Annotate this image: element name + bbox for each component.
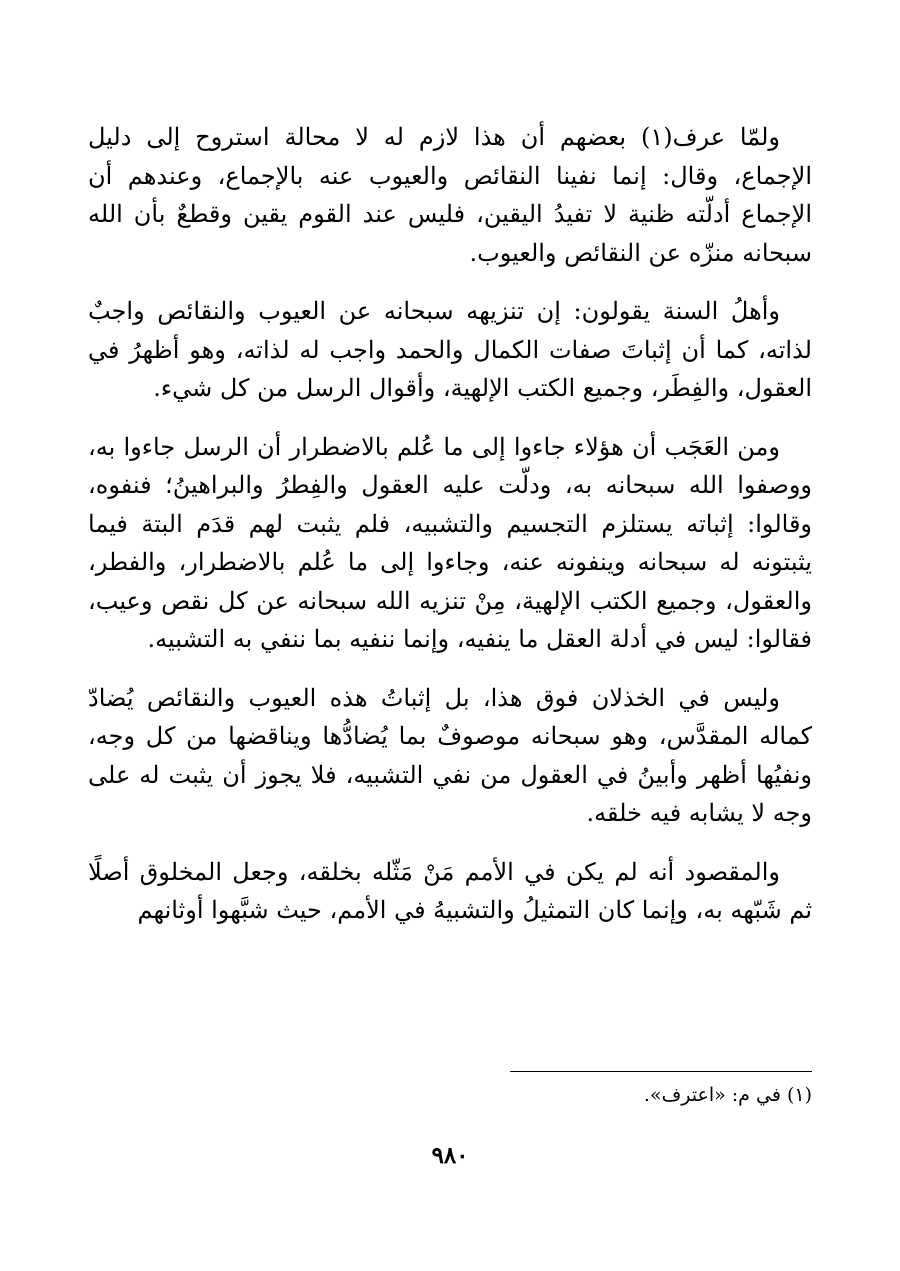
paragraph-1: ولمّا عرف(١) بعضهم أن هذا لازم له لا محالة استروح إلى دليل الإجماع، وقال: إنما نفينا النقائص والعيوب عنه بالإجماع، وعندهم أن الإجماع أدلّته ظنية لا تفيدُ اليقين، فليس عند القوم يقين وقطعٌ بأن الله سبحانه منزّه عن النقائص والعيوب. <box>88 123 812 267</box>
paragraph-4: وليس في الخذلان فوق هذا، بل إثباتُ هذه العيوب والنقائص يُضادّ كماله المقدَّس، وهو سبحانه موصوفٌ بما يُضادُّها ويناقضها من كل وجه، ونفيُها أظهر وأبينُ في العقول من نفي التشبيه، فلا يجوز أن يثبت له على وجه لا يشابه فيه خلقه. <box>88 683 812 827</box>
page-number: ٩٨٠ <box>431 1142 469 1169</box>
footnote: (١) في م: «اعترف». <box>643 1084 812 1106</box>
paragraph-2: وأهلُ السنة يقولون: إن تنزيهه سبحانه عن العيوب والنقائص واجبٌ لذاته، كما أن إثباتَ صفات الكمال والحمد واجب له لذاته، وهو أظهرُ في العقول، والفِطَر، وجميع الكتب الإلهية، وأقوال الرسل من كل شيء. <box>88 297 812 402</box>
page-body <box>88 118 812 950</box>
footnote-divider <box>510 1071 812 1072</box>
paragraph-5: والمقصود أنه لم يكن في الأمم مَنْ مَثّله بخلقه، وجعل المخلوق أصلًا ثم شَبّهه به، وإنما كان التمثيلُ والتشبيهُ في الأمم، حيث شبَّهوا أوثانهم <box>88 857 812 924</box>
paragraph-3: ومن العَجَب أن هؤلاء جاءوا إلى ما عُلم بالاضطرار أن الرسل جاءوا به، ووصفوا الله سبحانه به، ودلّت عليه العقول والفِطرُ والبراهينُ؛ فنفوه، وقالوا: إثباته يستلزم التجسيم والتشبيه، فلم يثبت لهم قدَم البتة فيما يثبتونه له سبحانه وينفونه عنه، وجاءوا إلى ما عُلم بالاضطرار، والفطر، والعقول، وجميع الكتب الإلهية، مِنْ تنزيه الله سبحانه عن كل نقص وعيب، فقالوا: ليس في أدلة العقل ما ينفيه، وإنما ننفيه بما ننفي به التشبيه. <box>88 432 812 653</box>
